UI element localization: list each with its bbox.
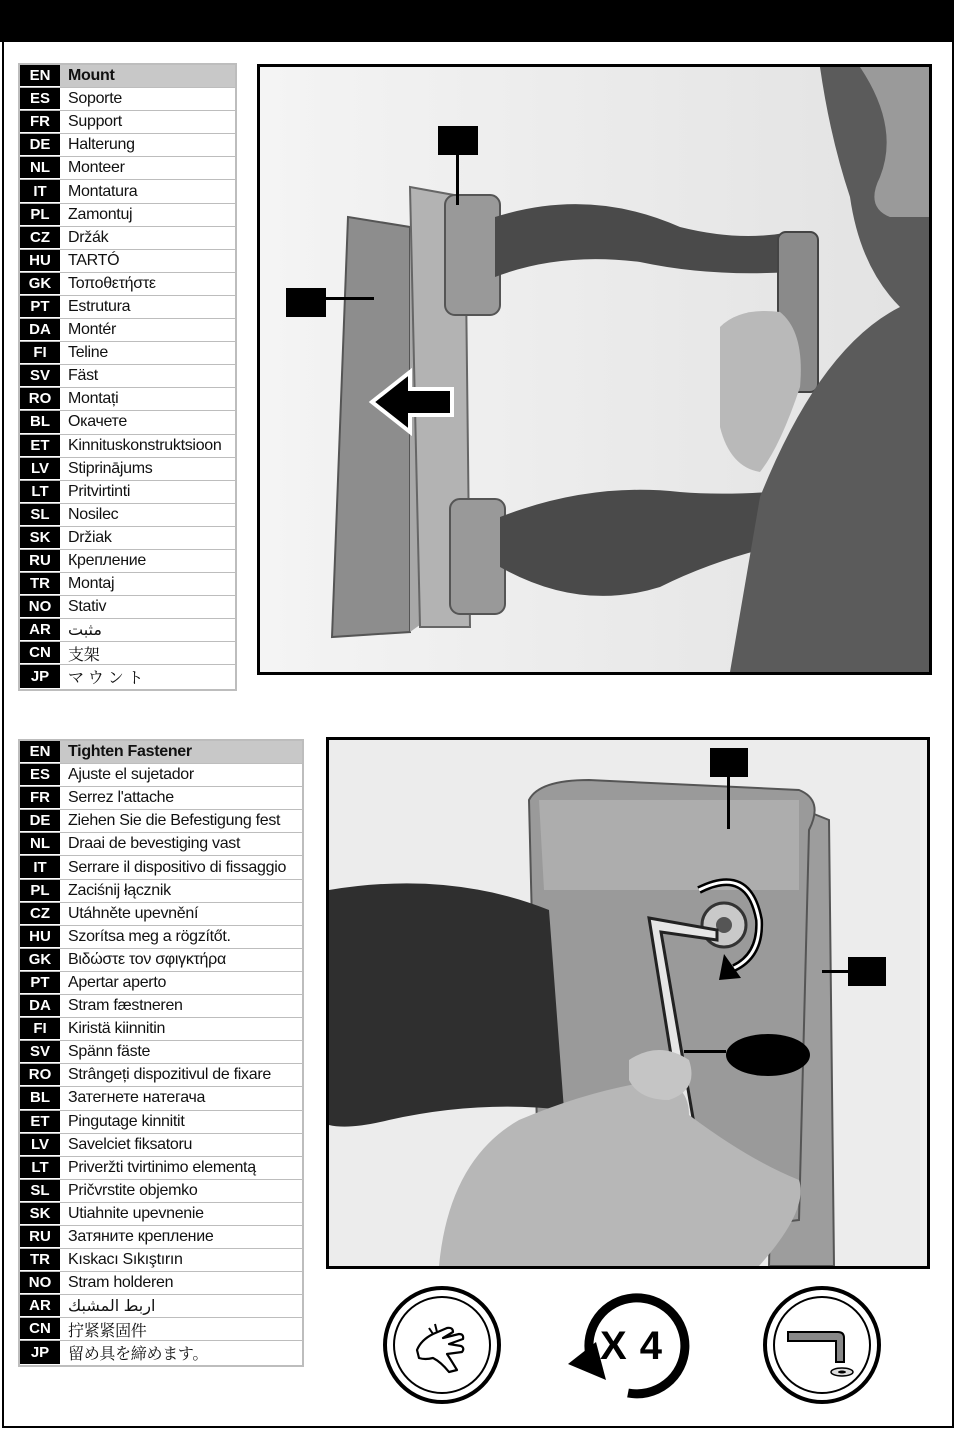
lang-text: Serrare il dispositivo di fissaggio	[68, 858, 287, 876]
lang-code: HU	[20, 926, 60, 948]
lang-code: LV	[20, 458, 60, 480]
lang-row-pl	[20, 880, 302, 903]
lang-row-lv	[20, 458, 235, 481]
lang-code: SK	[20, 1203, 60, 1225]
lang-text: Βιδώστε τον σφιγκτήρα	[68, 950, 226, 968]
callout-box-right	[848, 957, 886, 986]
lang-row-de	[20, 134, 235, 157]
lang-code: BL	[20, 411, 60, 433]
lang-row-cz	[20, 903, 302, 926]
lang-row-it	[20, 180, 235, 203]
lang-code: GK	[20, 273, 60, 295]
repeat-count-label: X 4	[600, 1324, 664, 1368]
lang-code: NL	[20, 157, 60, 179]
lang-row-no	[20, 1272, 302, 1295]
lang-row-en	[20, 741, 302, 764]
callout-ellipse-key	[726, 1034, 810, 1076]
lang-code: DE	[20, 134, 60, 156]
lang-code: IT	[20, 856, 60, 878]
lang-row-lt	[20, 481, 235, 504]
lang-text: Stram fæstneren	[68, 997, 183, 1015]
lang-code: SV	[20, 365, 60, 387]
lang-row-tr	[20, 1249, 302, 1272]
lang-code: NO	[20, 596, 60, 618]
lang-code: RU	[20, 550, 60, 572]
lang-text: Ajuste el sujetador	[68, 766, 194, 784]
lang-row-ru	[20, 1226, 302, 1249]
lang-text: Pingutage kinnitit	[68, 1112, 185, 1130]
lang-row-no	[20, 596, 235, 619]
lang-text: Support	[68, 113, 122, 131]
lang-text: Τοποθετήστε	[68, 274, 156, 292]
lang-code: FR	[20, 111, 60, 133]
lang-code: LT	[20, 481, 60, 503]
callout-line-top	[727, 777, 730, 829]
lang-code: TR	[20, 1249, 60, 1271]
lang-code: FR	[20, 787, 60, 809]
lang-text: Ziehen Sie die Befestigung fest	[68, 812, 281, 830]
lang-row-ru	[20, 550, 235, 573]
lang-row-de	[20, 810, 302, 833]
lang-text: Držiak	[68, 528, 112, 546]
lang-code: NL	[20, 833, 60, 855]
lang-text: Montér	[68, 321, 116, 339]
lang-text: Halterung	[68, 136, 135, 154]
lang-code: CN	[20, 642, 60, 664]
lang-text: Крепление	[68, 552, 146, 570]
lang-code: DE	[20, 810, 60, 832]
callout-line-left	[326, 297, 374, 300]
lang-row-bl	[20, 1087, 302, 1110]
lang-code: CZ	[20, 227, 60, 249]
lang-row-pt	[20, 296, 235, 319]
photo-mount-wall	[257, 64, 932, 675]
lang-row-fr	[20, 111, 235, 134]
lang-code: NO	[20, 1272, 60, 1294]
lang-row-es	[20, 88, 235, 111]
lang-code: ET	[20, 1111, 60, 1133]
lang-row-sl	[20, 1180, 302, 1203]
lang-text: Stram holderen	[68, 1274, 174, 1292]
lang-row-gk	[20, 273, 235, 296]
lang-code: CZ	[20, 903, 60, 925]
lang-code: CN	[20, 1318, 60, 1340]
lang-text: Затегнете натегача	[68, 1089, 206, 1107]
lang-row-hu	[20, 926, 302, 949]
lang-code: EN	[20, 741, 60, 763]
lang-code: SK	[20, 527, 60, 549]
lang-code: LT	[20, 1157, 60, 1179]
lang-row-da	[20, 995, 302, 1018]
lang-code: RU	[20, 1226, 60, 1248]
lang-text: Tighten Fastener	[60, 741, 302, 763]
lang-text: Stativ	[68, 598, 107, 616]
lang-row-ro	[20, 1064, 302, 1087]
lang-text: Savelciet fiksatoru	[68, 1135, 193, 1153]
lang-text: 留め具を締めます。	[68, 1346, 209, 1364]
lang-text: Kiristä kiinnitin	[68, 1020, 166, 1038]
lang-text: 拧紧紧固件	[68, 1322, 147, 1340]
lang-text: Priveržti tvirtinimo elementą	[68, 1158, 256, 1176]
lang-text: Utiahnite upevnenie	[68, 1204, 204, 1222]
language-table-mount	[18, 63, 237, 691]
photo-tighten-fastener	[326, 737, 930, 1269]
lang-row-en	[20, 65, 235, 88]
lang-row-fi	[20, 342, 235, 365]
lang-row-pl	[20, 204, 235, 227]
lang-row-it	[20, 856, 302, 879]
lang-code: SL	[20, 1180, 60, 1202]
lang-text: Zaciśnij łącznik	[68, 881, 171, 899]
lang-text: Montaj	[68, 575, 115, 593]
lang-row-pt	[20, 972, 302, 995]
callout-line-upper	[456, 155, 459, 205]
lang-text: TARTÓ	[68, 251, 120, 269]
lang-text: Fäst	[68, 367, 98, 385]
repeat-x4-icon	[566, 1286, 690, 1404]
lang-text: Pričvrstite objemko	[68, 1181, 198, 1199]
lang-row-gk	[20, 949, 302, 972]
lang-text: Zamontuj	[68, 205, 133, 223]
lang-code: RO	[20, 388, 60, 410]
lang-row-sv	[20, 365, 235, 388]
lang-code: PT	[20, 296, 60, 318]
lang-text: Spänn fäste	[68, 1043, 151, 1061]
lang-code: GK	[20, 949, 60, 971]
lang-text: マ ウ ン ト	[68, 670, 144, 688]
lang-text: مثبت	[68, 622, 102, 640]
lang-row-ar	[20, 1295, 302, 1318]
lang-row-cn	[20, 642, 235, 665]
lang-text: اربط المشبك	[68, 1298, 156, 1316]
lang-text: Soporte	[68, 90, 122, 108]
allen-key-icon	[763, 1286, 881, 1404]
lang-row-sl	[20, 504, 235, 527]
lang-row-et	[20, 1111, 302, 1134]
top-header-bar	[0, 0, 954, 42]
lang-text: Stiprinājums	[68, 459, 153, 477]
lang-text: Kıskacı Sıkıştırın	[68, 1251, 183, 1269]
lang-code: RO	[20, 1064, 60, 1086]
lang-row-jp	[20, 1341, 302, 1364]
lang-row-nl	[20, 833, 302, 856]
lang-row-hu	[20, 250, 235, 273]
callout-box-left	[286, 288, 326, 317]
lang-text: Затяните крепление	[68, 1228, 214, 1246]
lang-row-sk	[20, 527, 235, 550]
lang-code: JP	[20, 665, 60, 688]
lang-text: Monteer	[68, 159, 125, 177]
lang-row-cn	[20, 1318, 302, 1341]
lang-code: FI	[20, 342, 60, 364]
lang-code: PL	[20, 204, 60, 226]
lang-code: HU	[20, 250, 60, 272]
callout-line-right	[822, 970, 848, 973]
lang-code: FI	[20, 1018, 60, 1040]
lang-code: PT	[20, 972, 60, 994]
lang-text: Окачете	[68, 413, 127, 431]
lang-text: Szorítsa meg a rögzítőt.	[68, 927, 231, 945]
lang-code: DA	[20, 319, 60, 341]
lang-code: ET	[20, 435, 60, 457]
lang-code: BL	[20, 1087, 60, 1109]
lang-row-ro	[20, 388, 235, 411]
lang-text: Pritvirtinti	[68, 482, 131, 500]
lang-code: JP	[20, 1341, 60, 1364]
lang-code: AR	[20, 1295, 60, 1317]
lang-row-sv	[20, 1041, 302, 1064]
lang-code: PL	[20, 880, 60, 902]
lang-text: Mount	[60, 65, 235, 87]
lang-row-lv	[20, 1134, 302, 1157]
lang-row-es	[20, 764, 302, 787]
lang-text: Serrez l'attache	[68, 789, 174, 807]
lang-text: Draai de bevestiging vast	[68, 835, 241, 853]
lang-code: LV	[20, 1134, 60, 1156]
lang-row-da	[20, 319, 235, 342]
lang-text: Estrutura	[68, 297, 131, 315]
hand-tighten-icon	[383, 1286, 501, 1404]
lang-text: Nosilec	[68, 505, 119, 523]
lang-code: ES	[20, 88, 60, 110]
callout-box-upper	[438, 126, 478, 155]
lang-code: SV	[20, 1041, 60, 1063]
lang-code: EN	[20, 65, 60, 87]
lang-row-bl	[20, 411, 235, 434]
callout-line-key	[684, 1050, 726, 1053]
lang-row-nl	[20, 157, 235, 180]
lang-text: Kinnituskonstruktsioon	[68, 436, 222, 454]
lang-row-et	[20, 435, 235, 458]
language-table-fastener	[18, 739, 304, 1367]
lang-row-tr	[20, 573, 235, 596]
lang-row-cz	[20, 227, 235, 250]
lang-row-jp	[20, 665, 235, 688]
lang-row-fi	[20, 1018, 302, 1041]
lang-text: Utáhněte upevnění	[68, 904, 199, 922]
lang-row-sk	[20, 1203, 302, 1226]
lang-code: IT	[20, 180, 60, 202]
lang-text: Montați	[68, 390, 119, 408]
lang-code: TR	[20, 573, 60, 595]
lang-text: Montatura	[68, 182, 138, 200]
lang-text: Držák	[68, 228, 109, 246]
lang-code: ES	[20, 764, 60, 786]
lang-text: Teline	[68, 344, 109, 362]
lang-row-lt	[20, 1157, 302, 1180]
lang-text: Apertar aperto	[68, 973, 167, 991]
lang-row-ar	[20, 619, 235, 642]
lang-code: SL	[20, 504, 60, 526]
lang-row-fr	[20, 787, 302, 810]
lang-code: AR	[20, 619, 60, 641]
lang-text: 支架	[68, 646, 100, 664]
lang-text: Strângeți dispozitivul de fixare	[68, 1066, 271, 1084]
lang-code: DA	[20, 995, 60, 1017]
callout-box-top	[710, 748, 748, 777]
